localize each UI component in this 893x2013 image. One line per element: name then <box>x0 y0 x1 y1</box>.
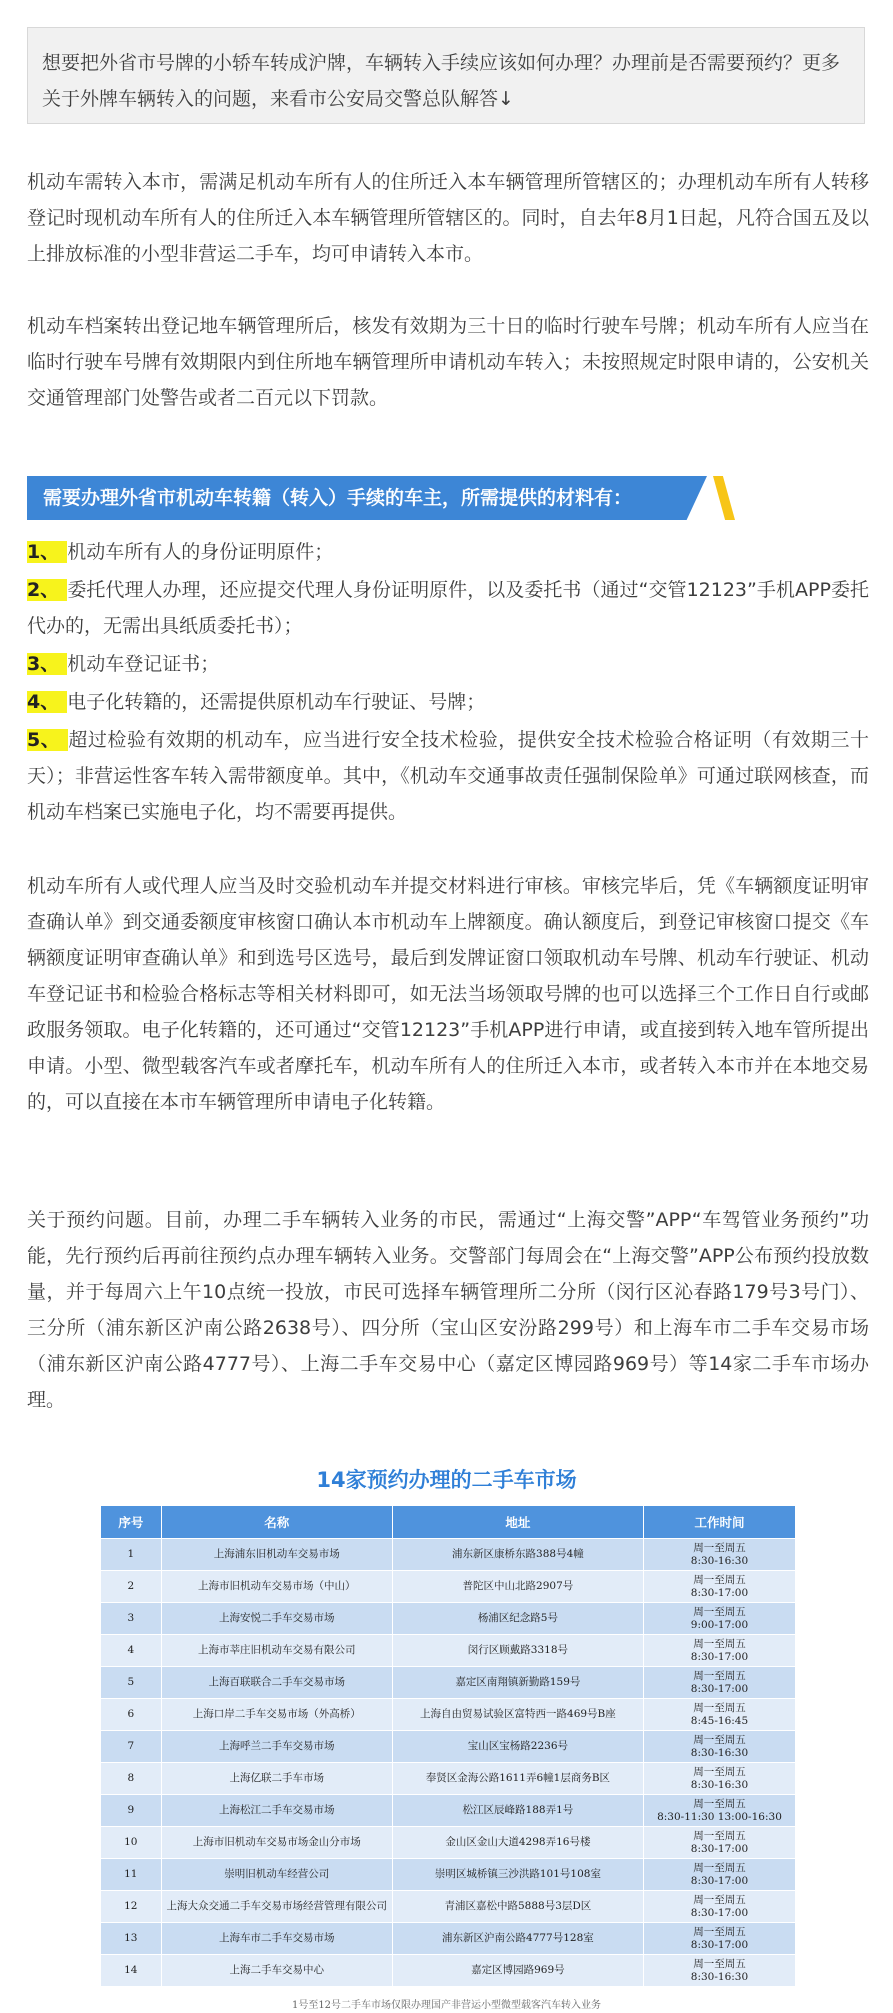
cell-number: 13 <box>101 1923 162 1955</box>
cell-hours <box>643 1859 795 1891</box>
hours-time: 8:45-16:45 <box>690 1714 749 1727</box>
table-row <box>101 1603 796 1635</box>
cell-number: 10 <box>101 1827 162 1859</box>
cell-name: 上海安悦二手车交易市场 <box>161 1603 392 1635</box>
hours-days: 周一至周五 <box>693 1893 746 1906</box>
table-footnote: 1号至12号二手车市场仅限办理国产非营运小型微型载客汽车转入业务 <box>291 2000 602 2011</box>
cell-number: 4 <box>101 1635 162 1667</box>
hours-days: 周一至周五 <box>693 1765 746 1778</box>
cell-address: 杨浦区纪念路5号 <box>392 1603 643 1635</box>
cell-hours <box>643 1923 795 1955</box>
cell-name: 上海车市二手车交易市场 <box>161 1923 392 1955</box>
material-number: 5、 <box>27 729 68 751</box>
market-table <box>100 1505 796 1987</box>
table-row <box>101 1571 796 1603</box>
cell-hours <box>643 1763 795 1795</box>
cell-hours <box>643 1699 795 1731</box>
paragraph-transfer-conditions: 机动车需转入本市，需满足机动车所有人的住所迁入本车辆管理所管辖区的；办理机动车所有人转移登记时现机动车所有人的住所迁入本车辆管理所管辖区的。同时，自去年8月1日起，凡符合国五及以上排放标准的小型非营运二手车，均可申请转入本市。 <box>27 171 869 265</box>
cell-address: 上海自由贸易试验区富特西一路469号B座 <box>392 1699 643 1731</box>
material-text: 电子化转籍的，还需提供原机动车行驶证、号牌； <box>67 691 486 713</box>
material-text: 机动车所有人的身份证明原件； <box>67 541 334 563</box>
table-row <box>101 1699 796 1731</box>
paragraph-appointment: 关于预约问题。目前，办理二手车辆转入业务的市民，需通过“上海交警”APP“车驾管业务预约”功能，先行预约后再前往预约点办理车辆转入业务。交警部门每周会在“上海交警”APP公布预约投放数量，并于每周六上午10点统一投放，市民可选择车辆管理所二分所（闵行区沁春路179号3号门）、三分所（浦东新区沪南公路2638号）、四分所（宝山区安汾路299号）和上海车市二手车交易市场（浦东新区沪南公路4777号）、上海二手车交易中心（嘉定区博园路969号）等14家二手车市场办理。 <box>27 1209 869 1411</box>
hours-days: 周一至周五 <box>693 1605 746 1618</box>
cell-address: 奉贤区金海公路1611弄6幢1层商务B区 <box>392 1763 643 1795</box>
cell-name: 上海浦东旧机动车交易市场 <box>161 1539 392 1571</box>
table-row <box>101 1795 796 1827</box>
table-row <box>101 1635 796 1667</box>
hours-days: 周一至周五 <box>693 1669 746 1682</box>
table-header-row <box>101 1506 796 1539</box>
cell-hours <box>643 1635 795 1667</box>
cell-hours <box>643 1731 795 1763</box>
cell-name: 崇明旧机动车经营公司 <box>161 1859 392 1891</box>
hours-time: 8:30-17:00 <box>690 1938 749 1951</box>
cell-number: 5 <box>101 1667 162 1699</box>
cell-name: 上海亿联二手车市场 <box>161 1763 392 1795</box>
header-name: 名称 <box>161 1506 392 1539</box>
cell-hours <box>643 1827 795 1859</box>
material-item <box>27 534 869 570</box>
materials-heading: 需要办理外省市机动车转籍（转入）手续的车主，所需提供的材料有： <box>43 487 633 509</box>
hours-time: 8:30-17:00 <box>690 1586 749 1599</box>
table-row <box>101 1891 796 1923</box>
cell-hours <box>643 1795 795 1827</box>
cell-address: 嘉定区博园路969号 <box>392 1955 643 1987</box>
cell-address: 崇明区城桥镇三沙洪路101号108室 <box>392 1859 643 1891</box>
table-row <box>101 1763 796 1795</box>
cell-address: 青浦区嘉松中路5888号3层D区 <box>392 1891 643 1923</box>
hours-days: 周一至周五 <box>693 1829 746 1842</box>
hours-time: 8:30-17:00 <box>690 1650 749 1663</box>
hours-time: 8:30-17:00 <box>690 1842 749 1855</box>
cell-hours <box>643 1891 795 1923</box>
cell-number: 14 <box>101 1955 162 1987</box>
cell-number: 6 <box>101 1699 162 1731</box>
cell-name: 上海市莘庄旧机动车交易有限公司 <box>161 1635 392 1667</box>
cell-name: 上海口岸二手车交易市场（外高桥） <box>161 1699 392 1731</box>
cell-number: 12 <box>101 1891 162 1923</box>
table-row <box>101 1859 796 1891</box>
hours-time: 8:30-11:30 13:00-16:30 <box>657 1810 782 1823</box>
material-number: 1、 <box>27 541 67 563</box>
cell-address: 嘉定区南翔镇新勤路159号 <box>392 1667 643 1699</box>
header-number: 序号 <box>101 1506 162 1539</box>
hours-time: 8:30-16:30 <box>690 1554 749 1567</box>
material-text: 机动车登记证书； <box>67 653 220 675</box>
cell-name: 上海大众交通二手车交易市场经营管理有限公司 <box>161 1891 392 1923</box>
hours-days: 周一至周五 <box>693 1925 746 1938</box>
cell-number: 11 <box>101 1859 162 1891</box>
table-row <box>101 1827 796 1859</box>
cell-number: 3 <box>101 1603 162 1635</box>
cell-name: 上海市旧机动车交易市场金山分市场 <box>161 1827 392 1859</box>
hours-time: 8:30-16:30 <box>690 1778 749 1791</box>
intro-box: 想要把外省市号牌的小轿车转成沪牌，车辆转入手续应该如何办理？办理前是否需要预约？更多关于外牌车辆转入的问题，来看市公安局交警总队解答↓ <box>27 27 865 124</box>
cell-number: 2 <box>101 1571 162 1603</box>
paragraph-review-process: 机动车所有人或代理人应当及时交验机动车并提交材料进行审核。审核完毕后，凭《车辆额度证明审查确认单》到交通委额度审核窗口确认本市机动车上牌额度。确认额度后，到登记审核窗口提交《车辆额度证明审查确认单》和到选号区选号，最后到发牌证窗口领取机动车号牌、机动车行驶证、机动车登记证书和检验合格标志等相关材料即可，如无法当场领取号牌的也可以选择三个工作日自行或邮政服务领取。电子化转籍的，还可通过“交管12123”手机APP进行申请，或直接到转入地车管所提出申请。小型、微型载客汽车或者摩托车，机动车所有人的住所迁入本市，或者转入本市并在本地交易的，可以直接在本市车辆管理所申请电子化转籍。 <box>27 875 869 1113</box>
table-row <box>101 1955 796 1987</box>
header-hours: 工作时间 <box>643 1506 795 1539</box>
material-text: 委托代理人办理，还应提交代理人身份证明原件，以及委托书（通过“交管12123”手机APP委托代办的，无需出具纸质委托书）； <box>27 579 869 637</box>
table-row <box>101 1923 796 1955</box>
material-item <box>27 722 869 830</box>
table-row <box>101 1731 796 1763</box>
hours-days: 周一至周五 <box>693 1573 746 1586</box>
cell-address: 金山区金山大道4298弄16号楼 <box>392 1827 643 1859</box>
cell-name: 上海市旧机动车交易市场（中山） <box>161 1571 392 1603</box>
hours-days: 周一至周五 <box>693 1861 746 1874</box>
cell-address: 普陀区中山北路2907号 <box>392 1571 643 1603</box>
material-text: 超过检验有效期的机动车，应当进行安全技术检验，提供安全技术检验合格证明（有效期三十天）；非营运性客车转入需带额度单。其中，《机动车交通事故责任强制保险单》可通过联网核查，而机动车档案已实施电子化，均不需要再提供。 <box>27 729 869 823</box>
hours-time: 8:30-16:30 <box>690 1970 749 1983</box>
cell-hours <box>643 1667 795 1699</box>
cell-address: 闵行区顾戴路3318号 <box>392 1635 643 1667</box>
hours-days: 周一至周五 <box>693 1637 746 1650</box>
materials-heading-banner <box>27 476 727 520</box>
table-row <box>101 1539 796 1571</box>
cell-hours <box>643 1539 795 1571</box>
cell-number: 1 <box>101 1539 162 1571</box>
hours-days: 周一至周五 <box>693 1797 746 1810</box>
material-item <box>27 646 869 682</box>
hours-days: 周一至周五 <box>693 1541 746 1554</box>
material-item <box>27 572 869 644</box>
cell-name: 上海百联联合二手车交易市场 <box>161 1667 392 1699</box>
material-number: 2、 <box>27 579 67 601</box>
cell-hours <box>643 1571 795 1603</box>
table-title: 14家预约办理的二手车市场 <box>316 1468 577 1492</box>
hours-time: 8:30-17:00 <box>690 1906 749 1919</box>
cell-name: 上海呼兰二手车交易市场 <box>161 1731 392 1763</box>
hours-days: 周一至周五 <box>693 1957 746 1970</box>
material-number: 3、 <box>27 653 67 675</box>
cell-number: 8 <box>101 1763 162 1795</box>
paragraph-temporary-plate: 机动车档案转出登记地车辆管理所后，核发有效期为三十日的临时行驶车号牌；机动车所有人应当在临时行驶车号牌有效期限内到住所地车辆管理所申请机动车转入；未按照规定时限申请的，公安机关交通管理部门处警告或者二百元以下罚款。 <box>27 315 869 409</box>
cell-address: 宝山区宝杨路2236号 <box>392 1731 643 1763</box>
cell-address: 松江区辰峰路188弄1号 <box>392 1795 643 1827</box>
cell-number: 7 <box>101 1731 162 1763</box>
table-row <box>101 1667 796 1699</box>
cell-name: 上海二手车交易中心 <box>161 1955 392 1987</box>
banner-stripe <box>713 476 735 520</box>
cell-hours <box>643 1603 795 1635</box>
cell-address: 浦东新区康桥东路388号4幢 <box>392 1539 643 1571</box>
header-address: 地址 <box>392 1506 643 1539</box>
hours-time: 8:30-16:30 <box>690 1746 749 1759</box>
cell-name: 上海松江二手车交易市场 <box>161 1795 392 1827</box>
material-number: 4、 <box>27 691 67 713</box>
material-item <box>27 684 869 720</box>
cell-number: 9 <box>101 1795 162 1827</box>
cell-hours <box>643 1955 795 1987</box>
hours-time: 8:30-17:00 <box>690 1682 749 1695</box>
hours-days: 周一至周五 <box>693 1701 746 1714</box>
hours-time: 8:30-17:00 <box>690 1874 749 1887</box>
hours-days: 周一至周五 <box>693 1733 746 1746</box>
hours-time: 9:00-17:00 <box>690 1618 749 1631</box>
cell-address: 浦东新区沪南公路4777号128室 <box>392 1923 643 1955</box>
